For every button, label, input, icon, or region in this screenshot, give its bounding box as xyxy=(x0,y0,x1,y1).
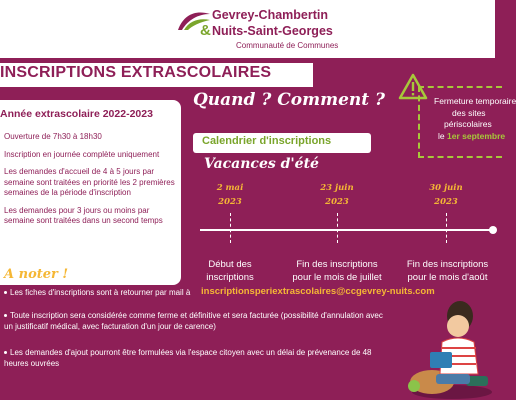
event-year: 2023 xyxy=(218,197,242,207)
closure-line4-prefix: le xyxy=(438,130,447,141)
event-date xyxy=(307,181,367,209)
event-label: Début des inscriptions xyxy=(206,259,254,283)
logo-ampersand: & xyxy=(200,22,211,39)
timeline-line xyxy=(200,229,495,231)
closure-notice-text xyxy=(434,96,516,142)
timeline-tick xyxy=(446,213,447,243)
list-item-text: Les demandes d'accueil de 4 à 5 jours par semaine sont traitées en priorité les 2 premières semaines de la période d'inscription xyxy=(4,167,175,197)
logo-subtitle: Communauté de Communes xyxy=(236,41,339,50)
event-year: 2023 xyxy=(325,197,349,207)
event-label: Fin des inscriptions pour le mois de juillet xyxy=(292,259,382,283)
calendar-badge-label: Calendrier d'inscriptions xyxy=(202,135,332,147)
note-line3 xyxy=(4,347,374,369)
event-year: 2023 xyxy=(434,197,458,207)
list-item-text: Les demandes pour 3 jours ou moins par semaine sont traitées dans un second temps xyxy=(4,205,163,225)
event-day: 30 juin xyxy=(429,183,463,193)
closure-line2: des sites xyxy=(452,107,486,118)
list-item xyxy=(0,206,176,227)
logo-line1: Gevrey-Chambertin xyxy=(212,8,329,22)
closure-date: 1er septembre xyxy=(446,130,506,141)
school-year-list xyxy=(0,132,176,234)
list-item-text: Ouverture de 7h30 à 18h30 xyxy=(4,132,102,141)
list-item xyxy=(0,150,176,161)
note-heading: A noter ! xyxy=(4,267,69,282)
closure-line3: périscolaires xyxy=(444,119,492,129)
logo-line2: Nuits-Saint-Georges xyxy=(212,24,333,38)
note-line3-text: Les demandes d'ajout pourront être formulées via l'espace citoyen avec un délai de prévenance de 48 heures ouvrées xyxy=(4,348,372,368)
bullet-icon xyxy=(4,291,7,294)
note-line1 xyxy=(4,288,190,297)
header xyxy=(0,0,495,58)
timeline-end-dot xyxy=(489,226,497,234)
vacances-subtitle: Vacances d'été xyxy=(204,156,319,172)
note-line1-text: Les fiches d'inscriptions sont à retourner par mail à xyxy=(10,288,191,297)
list-item xyxy=(0,167,176,199)
bullet-icon xyxy=(4,351,7,354)
event-day: 23 juin xyxy=(320,183,354,193)
school-year-title: Année extrascolaire 2022-2023 xyxy=(0,108,153,120)
closure-line1: Fermeture temporaire xyxy=(434,96,516,106)
quand-comment-heading: Quand ? Comment ? xyxy=(193,90,385,110)
event-date xyxy=(416,181,476,209)
contact-email-link[interactable]: inscriptionsperiextrascolaires@ccgevrey-nuits.com xyxy=(201,286,435,297)
event-label: Fin des inscriptions pour le mois d'août xyxy=(406,259,489,283)
school-year-panel xyxy=(0,100,181,285)
list-item-text: Inscription en journée complète uniquement xyxy=(4,149,160,159)
note-line2-text: Toute inscription sera considérée comme ferme et définitive et sera facturée (possibilité d'annulation avec un justificatif médical, avec facturation d'un jour de carence) xyxy=(4,311,383,331)
page-title: INSCRIPTIONS EXTRASCOLAIRES xyxy=(0,64,272,81)
timeline-tick xyxy=(337,213,338,243)
child-reading-illustration xyxy=(396,296,495,400)
note-line2 xyxy=(4,310,384,332)
event-date xyxy=(200,181,260,209)
list-item xyxy=(0,132,176,143)
timeline-tick xyxy=(230,213,231,243)
bullet-icon xyxy=(4,314,7,317)
event-day: 2 mai xyxy=(216,183,244,193)
